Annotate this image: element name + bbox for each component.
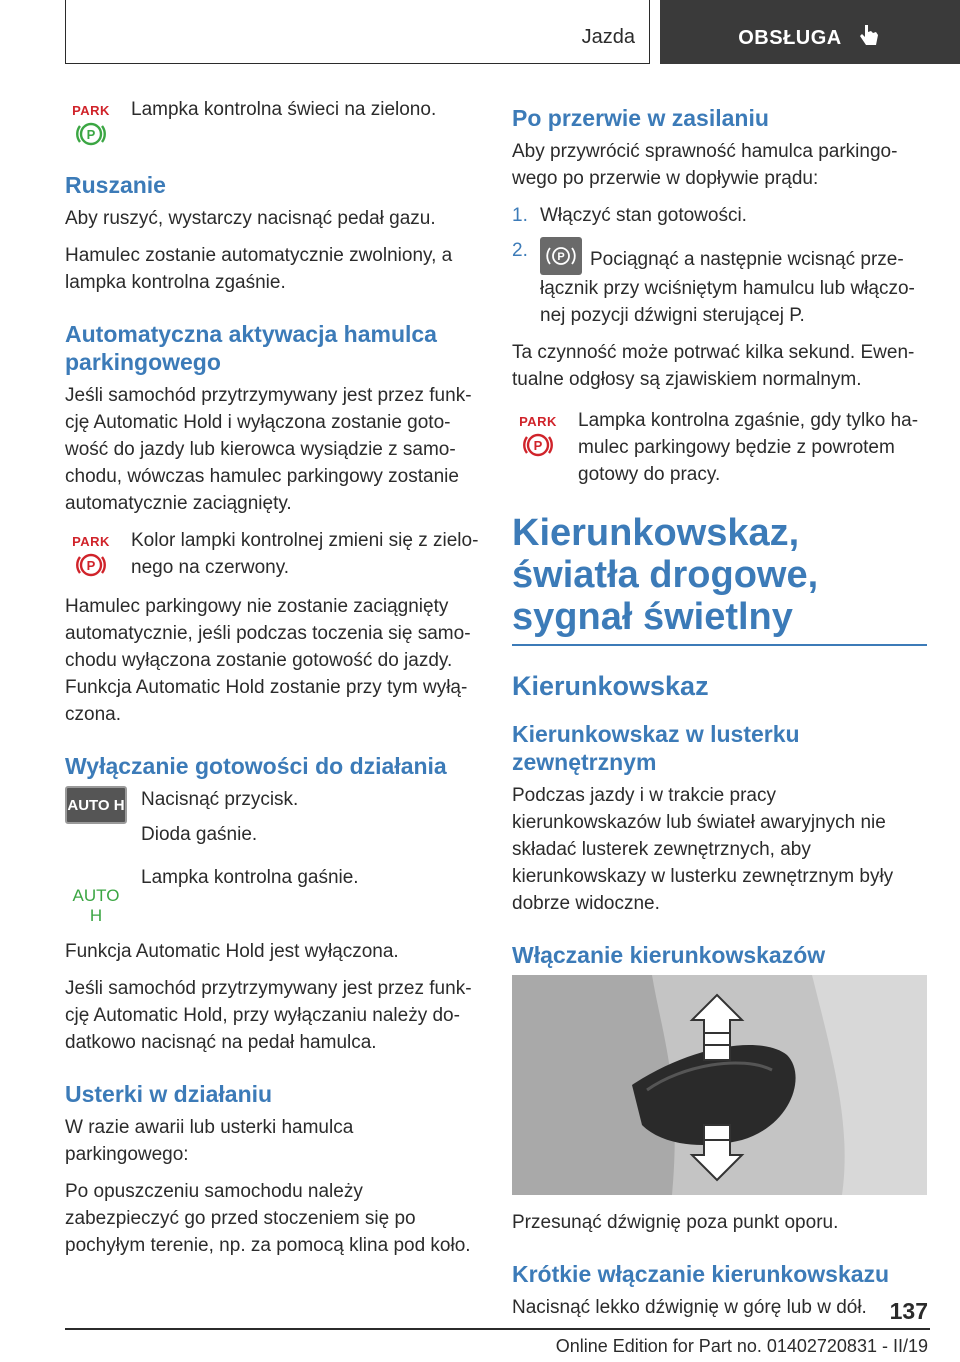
paragraph: Hamulec parkingowy nie zostanie zaciągnięty automatycznie, jeśli podczas toczenia się samochodu wyłączona zostanie gotowość do jazdy. Funkcja Automatic Hold zostanie przy tym wyłączona. [65,596,471,725]
heading-turn-signal: Kierunkowskaz [512,671,709,701]
header-frame [65,0,650,64]
parking-brake-switch-icon [540,237,582,275]
park-green-note [65,96,480,147]
header-section-title: Jazda [581,26,635,48]
heading-ruszanie: Ruszanie [65,172,166,198]
park-red-text: Kolor lampki kontrolnej zmieni się z zielonego na czerwony. [131,530,479,578]
park-red-note [65,527,480,581]
park-label: PARK [519,414,557,429]
left-column [65,96,480,1269]
park-brake-red-icon [512,407,564,458]
list-item [512,237,927,329]
svg-text:P: P [86,558,96,573]
park-brake-green-icon [65,96,117,147]
park-label: PARK [72,103,110,118]
heading-brief-signal: Krótkie włączanie kierunkowskazu [512,1261,890,1287]
turn-signal-lever-photo [512,975,927,1195]
paragraph: W razie awarii lub usterki hamulca parkingowego: [65,1117,354,1165]
paragraph: Jeśli samochód przytrzymywany jest przez funkcję Automatic Hold, przy wyłączaniu należy dodatkowo nacisnąć na pedał hamulca. [65,978,472,1053]
hand-pointer-icon [858,23,882,54]
paragraph: Podczas jazdy i w trakcie pracy kierunkowskazów lub świateł awaryjnych nie składać lusterek zewnętrznych, aby kierunkowskazy w lusterku zewnętrznym były dobrze widoczne. [512,785,894,914]
park-green-ready-note [512,407,927,488]
press-button-text: Nacisnąć przycisk. [141,789,299,810]
heading-faults: Usterki w działaniu [65,1081,273,1107]
footer-edition: Online Edition for Part no. 01402720831 - II/19 [555,1336,928,1356]
paragraph: Jeśli samochód przytrzymywany jest przez funkcję Automatic Hold i wyłączona zostanie gotowość do jazdy lub kierowca wysiądzie z samochodu, wówczas hamulec parkingowy zostanie automatycznie zaciągnięty. [65,385,472,514]
step-number: 1. [512,205,528,226]
chapter-heading: Kierunkowskaz, światła drogowe, sygnał świetlny [512,512,927,646]
step-text: Pociągnąć a następnie wcisnąć przełącznik przy wciśniętym hamulcu lub włączonej pozycji dźwigni sterującej P. [540,249,915,326]
heading-auto-activation: Automatyczna aktywacja hamulca parkingowego [65,321,437,375]
park-label: PARK [72,534,110,549]
park-brake-red-icon [65,527,117,578]
list-item [512,202,927,229]
paragraph: Ta czynność może potrwać kilka sekund. Ewentualne odgłosy są zjawiskiem normalnym. [512,342,915,390]
header-tab-label: OBSŁUGA [738,26,842,49]
page-number: 137 [889,1298,928,1324]
auto-h-button-note [65,786,480,848]
footer-divider [65,1328,930,1330]
paragraph: Aby ruszyć, wystarczy nacisnąć pedał gazu. [65,208,436,229]
steps-list [512,202,927,329]
lamp-off-text: Lampka kontrolna gaśnie. [141,867,359,888]
heading-disable-readiness: Wyłączanie gotowości do działania [65,753,447,779]
paragraph: Po opuszczeniu samochodu należy zabezpieczyć go przed stoczeniem się po pochyłym terenie, np. za pomocą klina pod koło. [65,1181,471,1256]
auto-h-indicator-note [65,864,480,926]
heading-switch-on: Włączanie kierunkowskazów [512,942,826,968]
paragraph: Przesunąć dźwignię poza punkt oporu. [512,1212,839,1233]
paragraph: Aby przywrócić sprawność hamulca parkingowego po przerwie w dopływie prądu: [512,141,898,189]
heading-power-interruption: Po przerwie w zasilaniu [512,105,769,131]
step-text: Włączyć stan gotowości. [540,205,747,226]
svg-text:P: P [86,127,96,142]
auto-h-button-icon: AUTO H [65,786,127,824]
park-green-text: Lampka kontrolna świeci na zielono. [131,99,437,120]
right-column [512,96,927,1331]
svg-text:P: P [533,438,543,453]
paragraph: Nacisnąć lekko dźwignię w górę lub w dół. [512,1297,867,1318]
svg-text:P: P [557,251,565,263]
paragraph: Funkcja Automatic Hold jest wyłączona. [65,941,399,962]
step-number: 2. [512,240,528,261]
paragraph: Hamulec zostanie automatycznie zwolniony, a lampka kontrolna zgaśnie. [65,245,453,293]
header-tab [660,0,960,64]
heading-mirror-signal: Kierunkowskaz w lusterku zewnętrznym [512,721,800,775]
lamp-ready-text: Lampka kontrolna zgaśnie, gdy tylko hamulec parkingowy będzie z powrotem gotowy do pracy. [578,410,919,485]
led-off-text: Dioda gaśnie. [141,824,258,845]
auto-h-indicator-icon: AUTO H [72,886,120,925]
